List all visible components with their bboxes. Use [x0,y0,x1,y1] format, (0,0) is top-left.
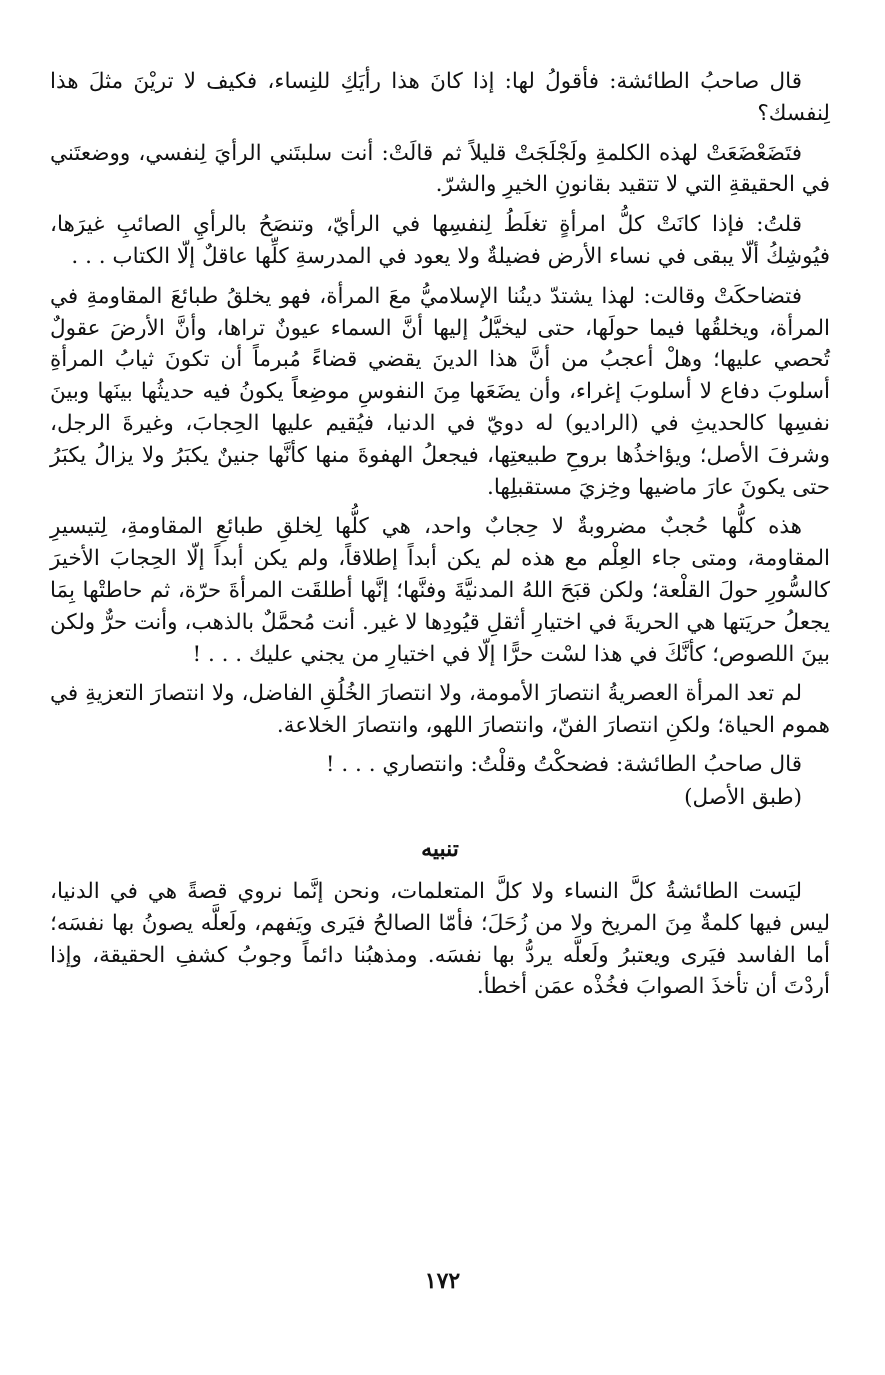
paragraph: هذه كلُّها حُجبٌ مضروبةٌ لا حِجابٌ واحد، هي كلُّها لِخلقِ طبائعِ المقاومةِ، لِتيسيرِ المقاومة، ومتى جاء العِلْم مع هذه لم يكن أبداً إطلاقاً، ولم يكن أبداً إلّا الحِجابَ الأخيرَ كالسُّورِ حولَ القلْعة؛ ولكن قبَحَ اللهُ المدنيَّةَ وفنَّها؛ إنَّها أطلقَت المرأةَ حرّة، ثم حاطتْها بِمَا يجعلُ حريَتها هي الحريةَ في اختيارِ أثقلِ قيُودِها لا غير. أنت مُحمَّلٌ بالذهب، وأنت حرٌّ ولكن بينَ اللصوص؛ كأنَّكَ في هذا لسْت حرًّا إلّا في اختيارِ من يجني عليك . . . ! [50,514,830,667]
note-heading: تنبيه [421,835,459,862]
source-note: (طبق الأصل) [684,784,802,810]
paragraph: قلتُ: فإذا كانَتْ كلُّ امرأةٍ تغلَطُ لِنفسِها في الرأيّ، وتنصَحُ بالرأيِ الصائبِ غيرَها، فيُوشِكُ ألّا يبقى في نساء الأرض فضيلةٌ ولا يعود في المدرسةِ كلِّها عاقلٌ إلّا الكتاب . . . [50,212,830,269]
closing-quote: قال صاحبُ الطائشة: فضحكْتُ وقلْتُ: وانتصاري . . . ! [325,751,802,777]
paragraph: فتَضَعْضَعَتْ لهذه الكلمةِ ولَجْلَجَتْ قليلاً ثم قالَتْ: أنت سلبتَني الرأيَ لِنفسي، ووضعتَني في الحقيقةِ التي لا تتقيد بقانونِ الخيرِ والشرّ. [50,140,830,198]
page-number: ١٧٢ [424,1268,461,1294]
paragraph: قال صاحبُ الطائشة: فأقولُ لها: إذا كانَ هذا رأيَكِ للنِساء، فكيف لا تريْنَ مثلَ هذا لِنفسك؟ [50,69,830,126]
note-paragraph: ليَست الطائشةُ كلَّ النساء ولا كلَّ المتعلمات، ونحن إنَّما نروي قصةً هي في الدنيا، ليس فيها كلمةٌ مِنَ المريخ ولا من زُحَلَ؛ فأمّا الصالحُ فيَرى ويَفهم، ولَعلَّه يصونُ بها نفسَه؛ أما الفاسد فيَرى ويعتبرُ ولَعلَّه يردُّ بها نفسَه. ومذهبُنا دائماً وجوبُ كشفِ الحقيقة، وإذا أردْتَ أن تأخذَ الصوابَ فخُذْه عمَن أخطأ. [50,878,830,1000]
paragraph: لم تعد المرأة العصريةُ انتصارَ الأمومة، ولا انتصارَ الخُلُقِ الفاضل، ولا انتصارَ التعزيةِ في هموم الحياة؛ ولكنِ انتصارَ الفنّ، وانتصارَ اللهو، وانتصارَ الخلاعة. [50,681,830,739]
paragraph: فتضاحكَتْ وقالت: لهذا يشتدّ دينُنا الإسلاميُّ معَ المرأة، فهو يخلقُ طبائعَ المقاومةِ في المرأة، ويخلقُها فيما حولَها، حتى ليخيَّلُ إليها أنَّ السماء عيونٌ تراها، وأنَّ الأرضَ عقولٌ تُحصي عليها؛ وهلْ أعجبُ من أنَّ هذا الدينَ يقضي قضاءً مُبرماً أن تكونَ ثيابُ المرأةِ أسلوبَ دفاع لا أسلوبَ إغراء، وأن يضَعَها مِنَ النفوسِ موضِعاً يكونُ فيه حديثُها بينَها وبينَ نفسِها كالحديثِ في (الراديو) له دويّ في الدنيا، فيُقيم عليها الحِجابَ، وغيرةَ الرجل، وشرفَ الأصل؛ ويؤاخذُها بروحِ طبيعتِها، فيجعلُ الهفوةَ منها كأنَّها جنينٌ يكبَرُ ولا يزالُ يكبَرُ حتى يكونَ عارَ ماضيها وخِزيَ مستقبلِها. [50,283,831,500]
page-body [50,66,830,1011]
